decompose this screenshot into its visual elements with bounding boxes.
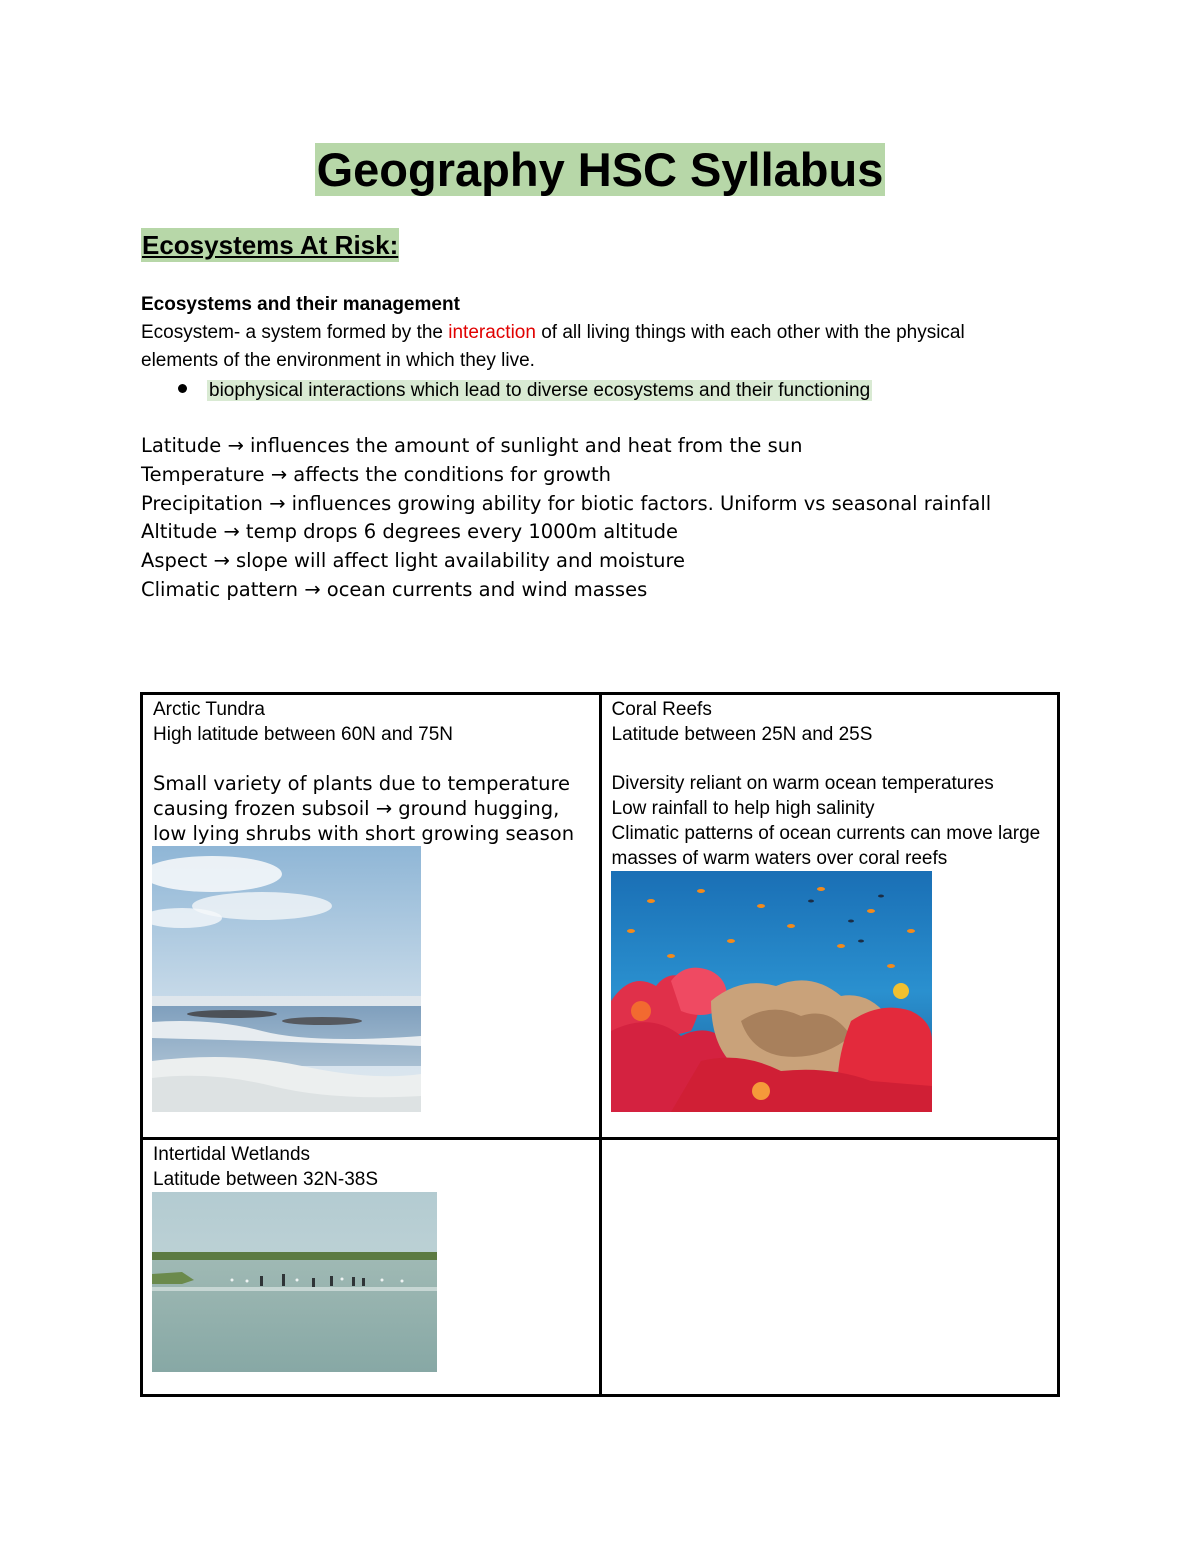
cell-empty [600,1139,1059,1396]
sub-heading: Ecosystems and their management [141,294,460,315]
coral-reef-photo [611,871,932,1112]
bullet-text: biophysical interactions which lead to diverse ecosystems and their functioning [209,380,871,401]
section-heading: Ecosystems At Risk: [142,230,399,260]
document-title-text: Geography HSC Syllabus [316,143,884,196]
arctic-latitude: High latitude between 60N and 75N [153,724,453,745]
coral-line-1: Diversity reliant on warm ocean temperatures [611,773,994,794]
ecosystems-table [140,692,1060,1397]
cell-arctic-tundra [142,694,601,1139]
arctic-tundra-photo [152,846,421,1112]
factor-altitude: Altitude → temp drops 6 degrees every 1000m altitude [141,520,679,544]
coral-line-3: Climatic patterns of ocean currents can move large masses of warm waters over coral reefs [611,823,1041,869]
coral-name: Coral Reefs [611,699,712,720]
definition-after: of all living things with each other with the physical elements of the environment in which they live. [141,322,965,371]
ecosystem-definition [141,319,1041,375]
document-title [0,142,1200,198]
factor-climatic-pattern: Climatic pattern → ocean currents and wind masses [141,577,648,601]
coral-latitude: Latitude between 25N and 25S [611,724,873,745]
table-row [142,1139,1059,1396]
wetlands-name: Intertidal Wetlands [153,1144,311,1165]
definition-before: Ecosystem- a system formed by the [141,322,449,343]
table-row [142,694,1059,1139]
factor-temperature: Temperature → affects the conditions for growth [141,462,611,486]
arctic-description: Small variety of plants due to temperature causing frozen subsoil → ground hugging, low lying shrubs with short growing season [153,772,575,845]
cell-intertidal-wetlands [142,1139,601,1396]
factors-list [141,432,1041,605]
factor-latitude: Latitude → influences the amount of sunlight and heat from the sun [141,434,803,457]
bullet-dot-icon [178,384,187,393]
wetlands-latitude: Latitude between 32N-38S [153,1169,378,1190]
cell-coral-reefs [600,694,1059,1139]
factor-precipitation: Precipitation → influences growing ability for biotic factors. Uniform vs seasonal rainfall [141,491,992,515]
wetlands-photo [152,1192,437,1372]
factor-aspect: Aspect → slope will affect light availability and moisture [141,549,686,573]
bullet-item [178,377,872,405]
arctic-name: Arctic Tundra [153,699,265,720]
definition-highlight: interaction [448,322,536,343]
coral-line-2: Low rainfall to help high salinity [611,798,875,819]
